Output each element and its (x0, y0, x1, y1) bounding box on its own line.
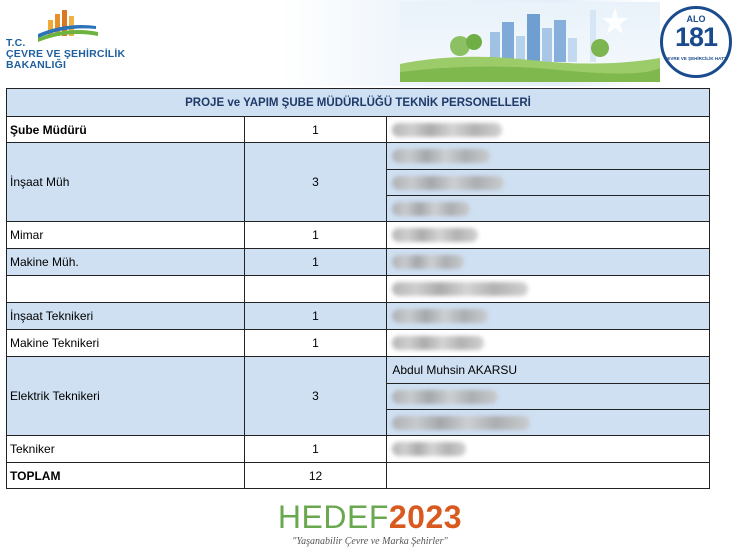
redacted-name (392, 202, 470, 216)
total-label: TOPLAM (7, 463, 245, 489)
redacted-name (392, 255, 464, 269)
city-skyline-illustration-icon (400, 2, 660, 82)
count-cell (244, 276, 387, 303)
table-title: PROJE ve YAPIM ŞUBE MÜDÜRLÜĞÜ TEKNİK PERSONELLERİ (7, 89, 710, 117)
redacted-name (392, 390, 498, 404)
ministry-name (6, 38, 125, 71)
count-cell: 1 (244, 436, 387, 463)
name-cell (387, 436, 710, 463)
hedef-word: HEDEF (277, 499, 389, 535)
header-banner (0, 0, 740, 86)
role-cell: Tekniker (7, 436, 245, 463)
total-empty-cell (387, 463, 710, 489)
name-cell (387, 276, 710, 303)
name-cell (387, 222, 710, 249)
hedef-2023-logo (250, 500, 490, 555)
name-cell (387, 357, 710, 436)
count-cell: 1 (244, 222, 387, 249)
name-subrow (387, 409, 709, 435)
count-cell: 1 (244, 249, 387, 276)
visible-name: Abdul Muhsin AKARSU (392, 363, 518, 377)
redacted-name (392, 149, 490, 163)
table-row (7, 249, 710, 276)
name-cell (387, 143, 710, 222)
role-cell: Mimar (7, 222, 245, 249)
role-cell (7, 276, 245, 303)
alo-number: 181 (674, 22, 718, 52)
hedef-slogan: "Yaşanabilir Çevre ve Marka Şehirler" (292, 536, 448, 547)
hedef-year: 2023 (388, 499, 463, 535)
name-subrow (387, 383, 709, 409)
alo-label: ALO (686, 14, 706, 24)
redacted-name (392, 309, 488, 323)
name-cell (387, 330, 710, 357)
table-row (7, 222, 710, 249)
alo-subtitle: ÇEVRE VE ŞEHİRCİLİK HATTI (664, 56, 728, 61)
table-row (7, 357, 710, 436)
role-cell: Şube Müdürü (7, 117, 245, 143)
role-cell: Elektrik Teknikeri (7, 357, 245, 436)
redacted-name (392, 442, 466, 456)
redacted-name (392, 336, 484, 350)
role-cell: İnşaat Teknikeri (7, 303, 245, 330)
name-subrow (387, 357, 709, 383)
total-value: 12 (244, 463, 387, 489)
redacted-name (392, 176, 504, 190)
redacted-name (392, 416, 530, 430)
table-row (7, 436, 710, 463)
role-cell: Makine Teknikeri (7, 330, 245, 357)
ministry-line-2: ÇEVRE VE ŞEHİRCİLİK (6, 48, 126, 60)
table-row (7, 117, 710, 143)
redacted-name (392, 282, 528, 296)
name-cell (387, 303, 710, 330)
table-row (7, 330, 710, 357)
name-subrow (387, 195, 709, 221)
table-row (7, 276, 710, 303)
count-cell: 3 (244, 143, 387, 222)
count-cell: 1 (244, 303, 387, 330)
table-title-row (7, 89, 710, 117)
ministry-line-1: T.C. (6, 37, 26, 49)
hedef-title (250, 500, 490, 534)
alo-181-badge (660, 6, 732, 78)
name-cell (387, 117, 710, 143)
count-cell: 1 (244, 330, 387, 357)
ministry-logo-icon (38, 8, 98, 42)
role-cell: Makine Müh. (7, 249, 245, 276)
role-cell: İnşaat Müh (7, 143, 245, 222)
name-cell (387, 249, 710, 276)
personnel-table (6, 88, 710, 489)
redacted-name (392, 228, 478, 242)
table-row (7, 303, 710, 330)
table-row (7, 143, 710, 222)
ministry-line-3: BAKANLIĞI (6, 59, 67, 71)
name-subrow (387, 169, 709, 195)
count-cell: 3 (244, 357, 387, 436)
count-cell: 1 (244, 117, 387, 143)
table-total-row (7, 463, 710, 489)
redacted-name (392, 123, 502, 137)
name-subrow (387, 143, 709, 169)
